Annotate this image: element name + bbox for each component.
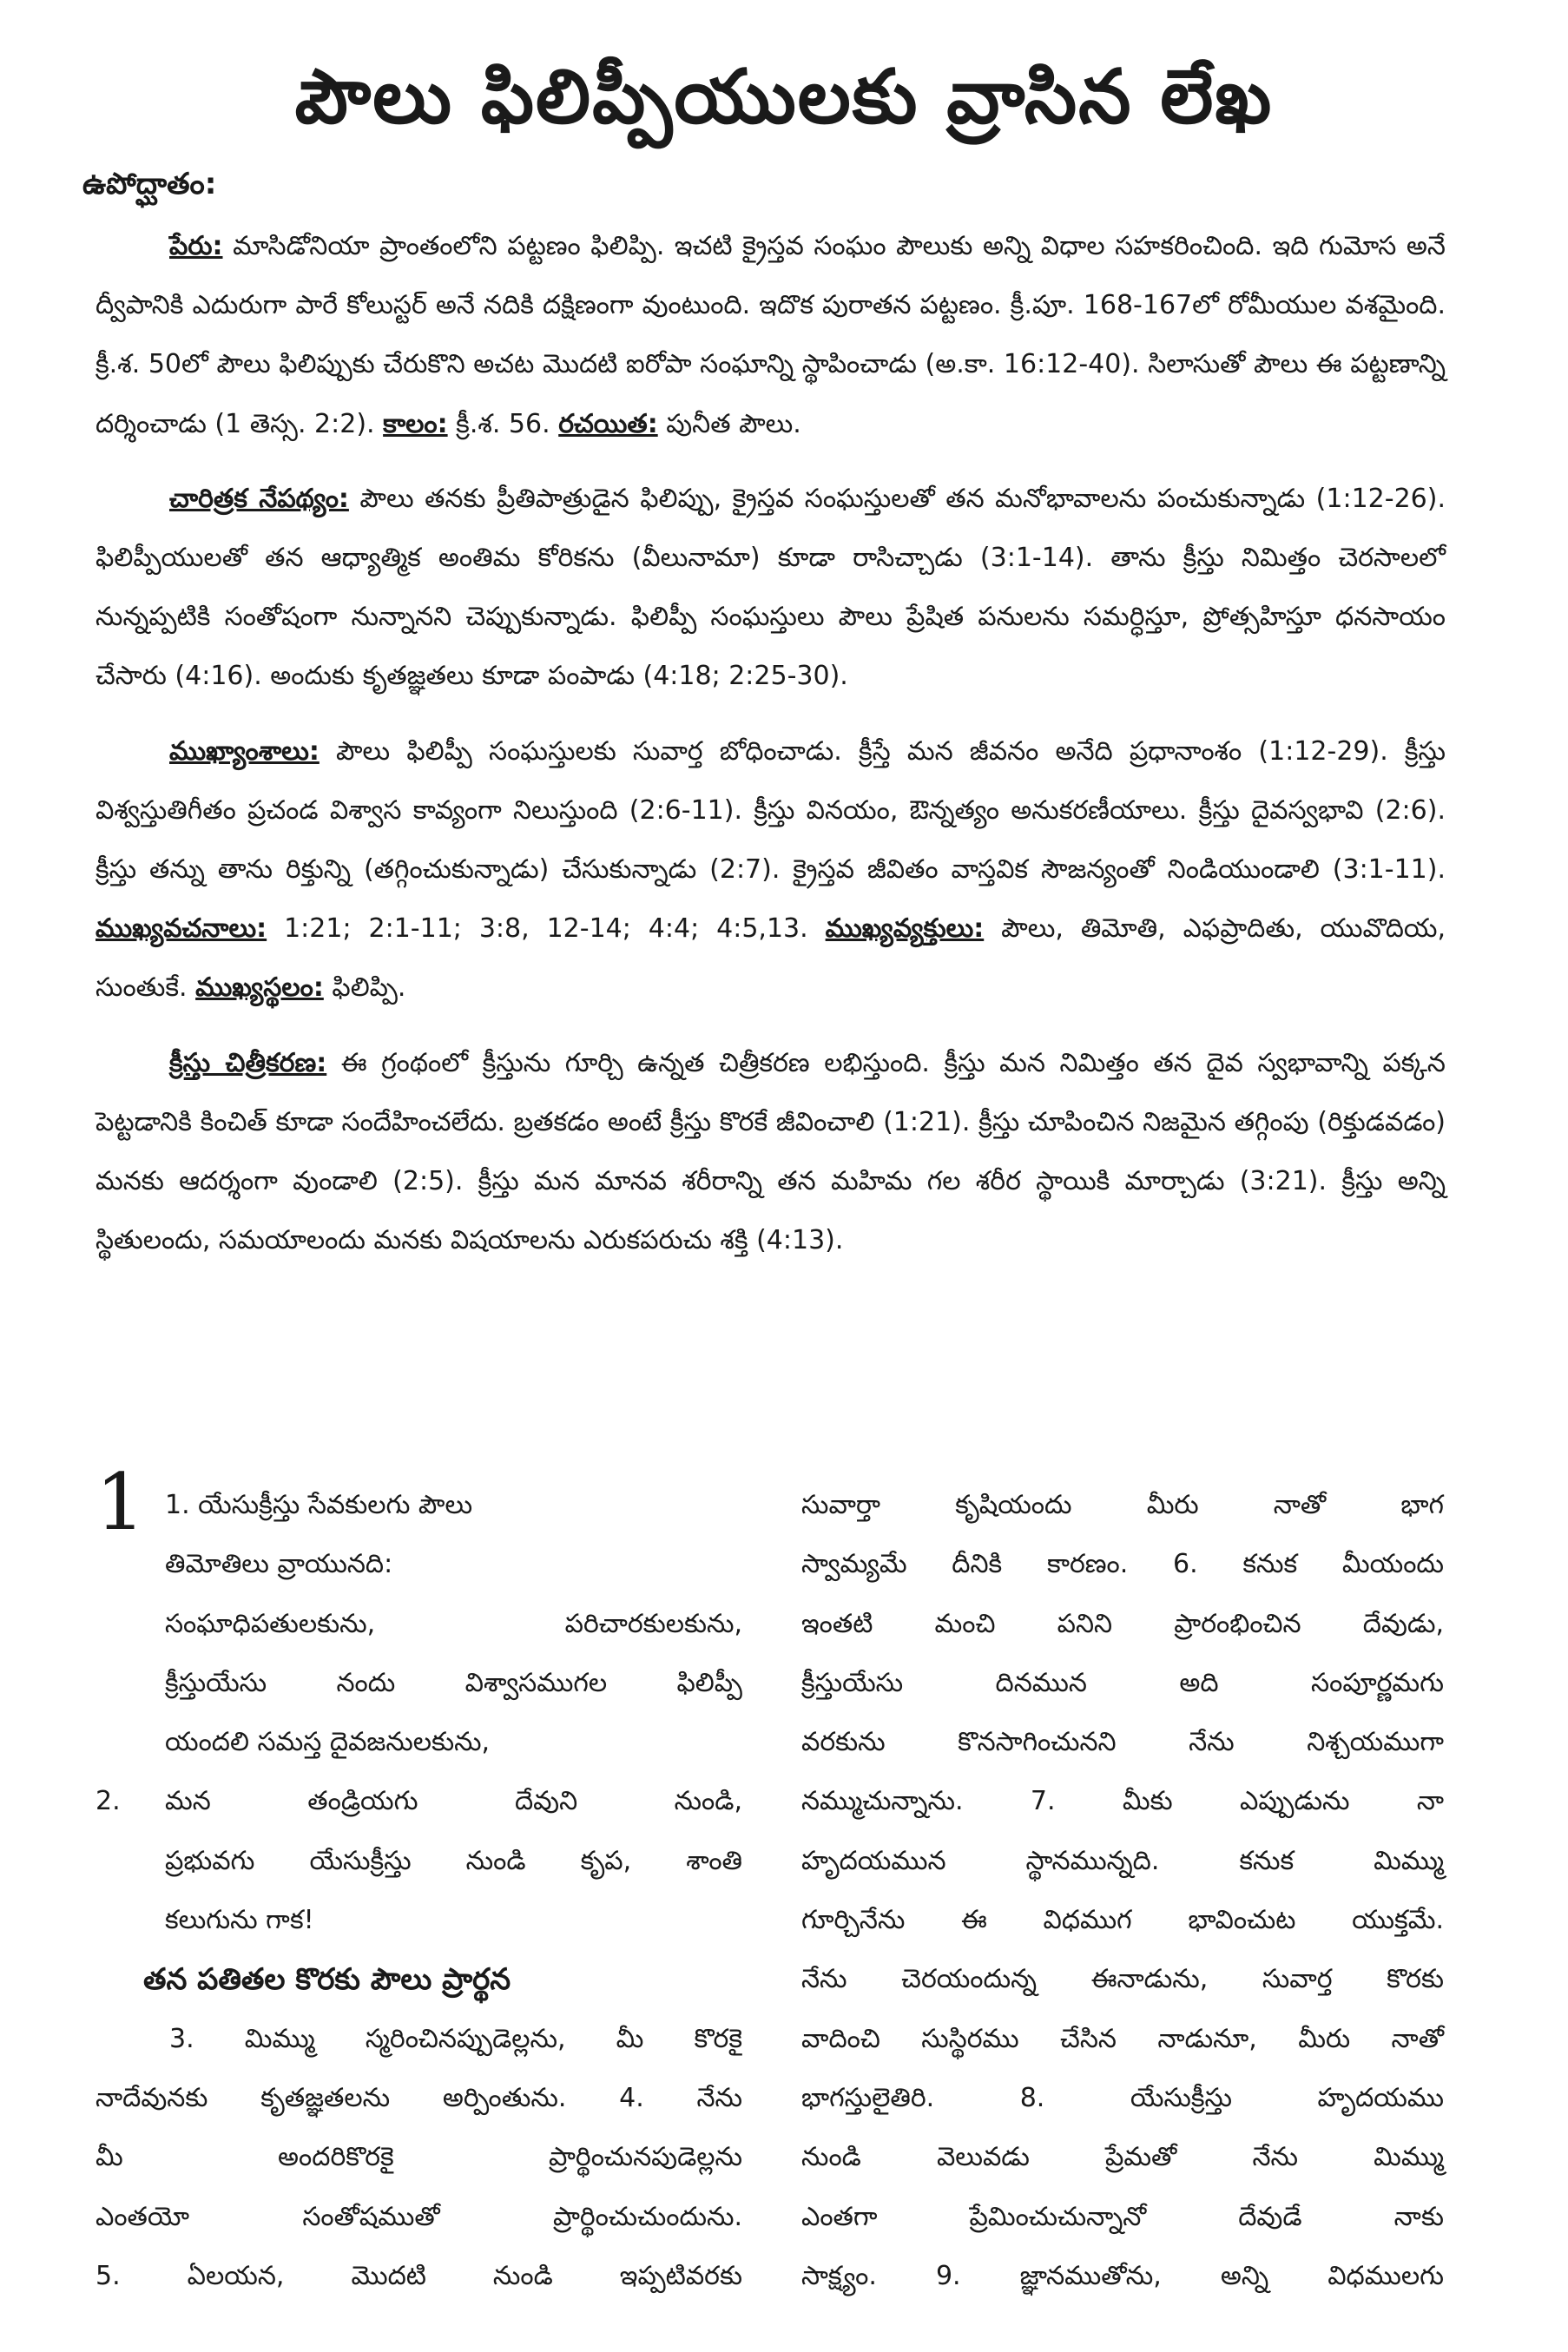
paragraph-name: పేరు: మాసిడోనియా ప్రాంతంలోని పట్టణం ఫిలిప్పి. ఇచటి క్రైస్తవ సంఘం పౌలుకు అన్ని విధాల సహకరించింది. ఇది గుమోస అనే ద్వీపానికి ఎదురుగా పారే కోలుస్టర్ అనే నదికి దక్షిణంగా వుంటుంది. ఇదొక పురాతన పట్టణం. క్రీ.పూ. 168-167లో రోమీయుల వశమైంది. క్రీ.శ. 50లో పౌలు ఫిలిప్పుకు చేరుకొని అచట మొదటి ఐరోపా సంఘాన్ని స్థాపించాడు (అ.కా. 16:12-40). సిలాసుతో పౌలు ఈ పట్టణాన్ని దర్శించాడు (1 తెస్స. 2:2). కాలం: క్రీ.శ. 56. రచయిత: పునీత పౌలు.: [96, 231, 1446, 439]
verse-line: భాగస్తులైతిరి. 8. యేసుక్రీస్తు హృదయము: [801, 2082, 1444, 2113]
verse-line: 1. యేసుక్రీస్తు సేవకులగు పౌలు: [165, 1490, 473, 1520]
verse-line: సంఘాధిపతులకును, పరిచారకులకును,: [165, 1608, 742, 1639]
section-heading: తన పతితల కొరకు పౌలు ప్రార్థన: [143, 1962, 511, 1998]
introduction: [96, 217, 1446, 1286]
label-date: కాలం:: [383, 408, 448, 439]
verse-line: 3. మిమ్ము స్మరించినప్పుడెల్లను, మీ కొరకై: [169, 2023, 742, 2054]
verse-line: స్వామ్యమే దీనికి కారణం. 6. కనుక మీయందు: [801, 1549, 1444, 1580]
verse-number: 2.: [96, 1786, 121, 1817]
verse-line: హృదయమున స్థానమున్నది. కనుక మిమ్ము: [801, 1845, 1444, 1876]
label-author: రచయిత:: [558, 408, 658, 439]
verse-line: వరకును కొనసాగించునని నేను నిశ్చయముగా: [801, 1727, 1444, 1758]
verse-line: నమ్ముచున్నాను. 7. మీకు ఎప్పుడును నా: [801, 1786, 1444, 1817]
verse-line: మన తండ్రియగు దేవుని నుండి,: [165, 1786, 742, 1817]
verse-line: ఇంతటి మంచి పనిని ప్రారంభించిన దేవుడు,: [801, 1608, 1444, 1639]
verse-line: సువార్తా కృషియందు మీరు నాతో భాగ: [801, 1490, 1444, 1520]
label-key-persons: ముఖ్యవ్యక్తులు:: [825, 913, 985, 945]
verse-line: కలుగును గాక!: [165, 1905, 314, 1936]
verse-line: క్రీస్తుయేసు నందు విశ్వాసముగల ఫిలిప్పీ: [165, 1667, 742, 1698]
label-name: పేరు:: [169, 231, 223, 261]
label-background: చారిత్రక నేపథ్యం:: [169, 483, 349, 514]
left-column: [96, 1457, 742, 2306]
verse-line: సాక్ష్యం. 9. జ్ఞానముతోను, అన్ని విధములగు: [801, 2260, 1444, 2291]
verse-line: వాదించి సుస్థిరము చేసిన నాడునూ, మీరు నాతో: [801, 2023, 1444, 2054]
verse-line: మీ అందరికొరకై ప్రార్థించునపుడెల్లను: [96, 2142, 742, 2173]
paragraph-christ-portrayal: క్రీస్తు చిత్రీకరణ: ఈ గ్రంథంలో క్రీస్తును గూర్చి ఉన్నత చిత్రీకరణ లభిస్తుంది. క్రీస్తు మన నిమిత్తం తన దైవ స్వభావాన్ని పక్కన పెట్టడానికి కించిత్ కూడా సందేహించలేదు. బ్రతకడం అంటే క్రీస్తు కొరకే జీవించాలి (1:21). క్రీస్తు చూపించిన నిజమైన తగ్గింపు (రిక్తుడవడం) మనకు ఆదర్శంగా వుండాలి (2:5). క్రీస్తు మన మానవ శరీరాన్ని తన మహిమ గల శరీర స్థాయికి మార్చాడు (3:21). క్రీస్తు అన్ని స్థితులందు, సమయాలందు మనకు విషయాలను ఎరుకపరుచు శక్తి (4:13).: [96, 1047, 1446, 1256]
label-key-place: ముఖ్యస్థలం:: [195, 972, 324, 1004]
verse-line: నాదేవునకు కృతజ్ఞతలను అర్పింతును. 4. నేను: [96, 2082, 742, 2113]
verse-line: నేను చెరయందున్న ఈనాడును, సువార్త కొరకు: [801, 1964, 1444, 1995]
paragraph-themes: ముఖ్యాంశాలు: పౌలు ఫిలిప్పీ సంఘస్తులకు సువార్త బోధించాడు. క్రీస్తే మన జీవనం అనేది ప్రధానాంశం (1:12-29). క్రీస్తు విశ్వస్తుతిగీతం ప్రచండ విశ్వాస కావ్యంగా నిలుస్తుంది (2:6-11). క్రీస్తు వినయం, ఔన్నత్యం అనుకరణీయాలు. క్రీస్తు దైవస్వభావి (2:6). క్రీస్తు తన్ను తాను రిక్తున్ని (తగ్గించుకున్నాడు) చేసుకున్నాడు (2:7). క్రైస్తవ జీవితం వాస్తవిక సౌజన్యంతో నిండియుండాలి (3:1-11). ముఖ్యవచనాలు: 1:21; 2:1-11; 3:8, 12-14; 4:4; 4:5,13. ముఖ్యవ్యక్తులు: పౌలు, తిమోతి, ఎఫప్రాదితు, యువొదియ, సుంతుకే. ముఖ్యస్థలం: ఫిలిప్పి.: [96, 735, 1446, 1004]
page-title: పౌలు ఫిలిప్పీయులకు వ్రాసిన లేఖ: [294, 54, 1274, 141]
intro-heading: ఉపోద్ఘాతం:: [82, 167, 217, 201]
verse-line: గూర్చినేను ఈ విధముగ భావించుట యుక్తమే.: [801, 1905, 1444, 1936]
right-column: [801, 1476, 1444, 2306]
verse-line: 5. ఏలయన, మొదటి నుండి ఇప్పటివరకు: [96, 2260, 742, 2291]
paragraph-background: చారిత్రక నేపథ్యం: పౌలు తనకు ప్రీతిపాత్రుడైన ఫిలిప్పు, క్రైస్తవ సంఘస్తులతో తన మనోభావాలను పంచుకున్నాడు (1:12-26). ఫిలిప్పీయులతో తన ఆధ్యాత్మిక అంతిమ కోరికను (వీలునామా) కూడా రాసిచ్చాడు (3:1-14). తాను క్రీస్తు నిమిత్తం చెరసాలలో నున్నప్పటికి సంతోషంగా నున్నానని చెప్పుకున్నాడు. ఫిలిప్పీ సంఘస్తులు పౌలు ప్రేషిత పనులను సమర్ధిస్తూ, ప్రోత్సహిస్తూ ధనసాయం చేసారు (4:16). అందుకు కృతజ్ఞతలు కూడా పంపాడు (4:18; 2:25-30).: [96, 483, 1446, 692]
verse-line: తిమోతిలు వ్రాయునది:: [165, 1549, 393, 1580]
verse-line: యందలి సమస్త దైవజనులకును,: [165, 1727, 491, 1758]
verse-line: క్రీస్తుయేసు దినమున అది సంపూర్ణమగు: [801, 1667, 1444, 1698]
verse-line: ఎంతయో సంతోషముతో ప్రార్థించుచుందును.: [96, 2201, 742, 2232]
verse-line: ఎంతగా ప్రేమించుచున్నానో దేవుడే నాకు: [801, 2201, 1444, 2232]
verse-line: నుండి వెలువడు ప్రేమతో నేను మిమ్ము: [801, 2142, 1444, 2173]
label-themes: ముఖ్యాంశాలు:: [169, 735, 320, 767]
chapter-number: 1: [96, 1457, 146, 1548]
label-christ-portrayal: క్రీస్తు చిత్రీకరణ:: [169, 1047, 327, 1078]
verse-line: ప్రభువగు యేసుక్రీస్తు నుండి కృప, శాంతి: [165, 1845, 742, 1876]
label-key-verses: ముఖ్యవచనాలు:: [96, 913, 267, 945]
